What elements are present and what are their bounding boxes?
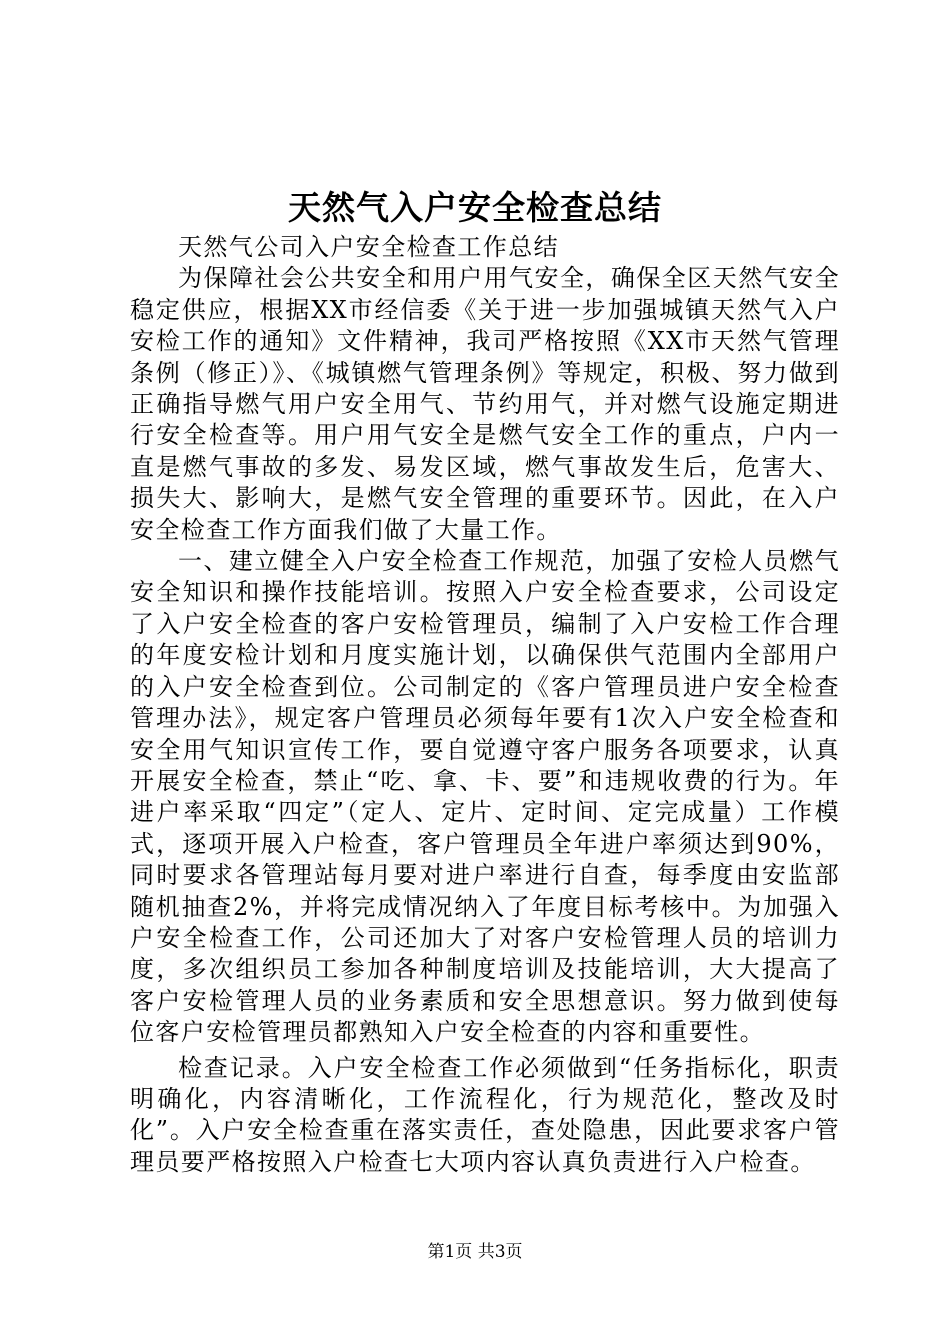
inspection-record-paragraph: 检查记录。入户安全检查工作必须做到“任务指标化，职责明确化，内容清晰化，工作流程化，行为规范化，整改及时化”。入户安全检查重在落实责任，查处隐患，因此要求客户管理员要严格按照入户检查七大项内容认真负责进行入户检查。	[130, 1053, 840, 1176]
section-one-paragraph: 一、建立健全入户安全检查工作规范，加强了安检人员燃气安全知识和操作技能培训。按照入户安全检查要求，公司设定了入户安全检查的客户安检管理员，编制了入户安检工作合理的年度安检计划和月度实施计划，以确保供气范围内全部用户的入户安全检查到位。公司制定的《客户管理员进户安全检查管理办法》，规定客户管理员必须每年要有1次入户安全检查和安全用气知识宣传工作，要自觉遵守客户服务各项要求，认真开展安全检查，禁止“吃、拿、卡、要”和违规收费的行为。年进户率采取“四定”（定人、定片、定时间、定完成量）工作模式，逐项开展入户检查，客户管理员全年进户率须达到90%，同时要求各管理站每月要对进户率进行自查，每季度由安监部随机抽查2%，并将完成情况纳入了年度目标考核中。为加强入户安全检查工作，公司还加大了对客户安检管理人员的培训力度，多次组织员工参加各种制度培训及技能培训，大大提高了客户安检管理人员的业务素质和安全思想意识。努力做到使每位客户安检管理员都熟知入户安全检查的内容和重要性。	[130, 547, 840, 1047]
document-title: 天然气入户安全检查总结	[288, 188, 662, 227]
intro-paragraph: 为保障社会公共安全和用户用气安全，确保全区天然气安全稳定供应，根据XX市经信委《关于进一步加强城镇天然气入户安检工作的通知》文件精神，我司严格按照《XX市天然气管理条例（修正）》、《城镇燃气管理条例》等规定，积极、努力做到正确指导燃气用户安全用气、节约用气，并对燃气设施定期进行安全检查等。用户用气安全是燃气安全工作的重点，户内一直是燃气事故的多发、易发区域，燃气事故发生后，危害大、损失大、影响大，是燃气安全管理的重要环节。因此，在入户安全检查工作方面我们做了大量工作。	[130, 264, 840, 544]
subtitle-paragraph: 天然气公司入户安全检查工作总结	[178, 233, 559, 261]
page-number-footer: 第1页 共3页	[427, 1242, 523, 1262]
document-body	[130, 232, 840, 1178]
